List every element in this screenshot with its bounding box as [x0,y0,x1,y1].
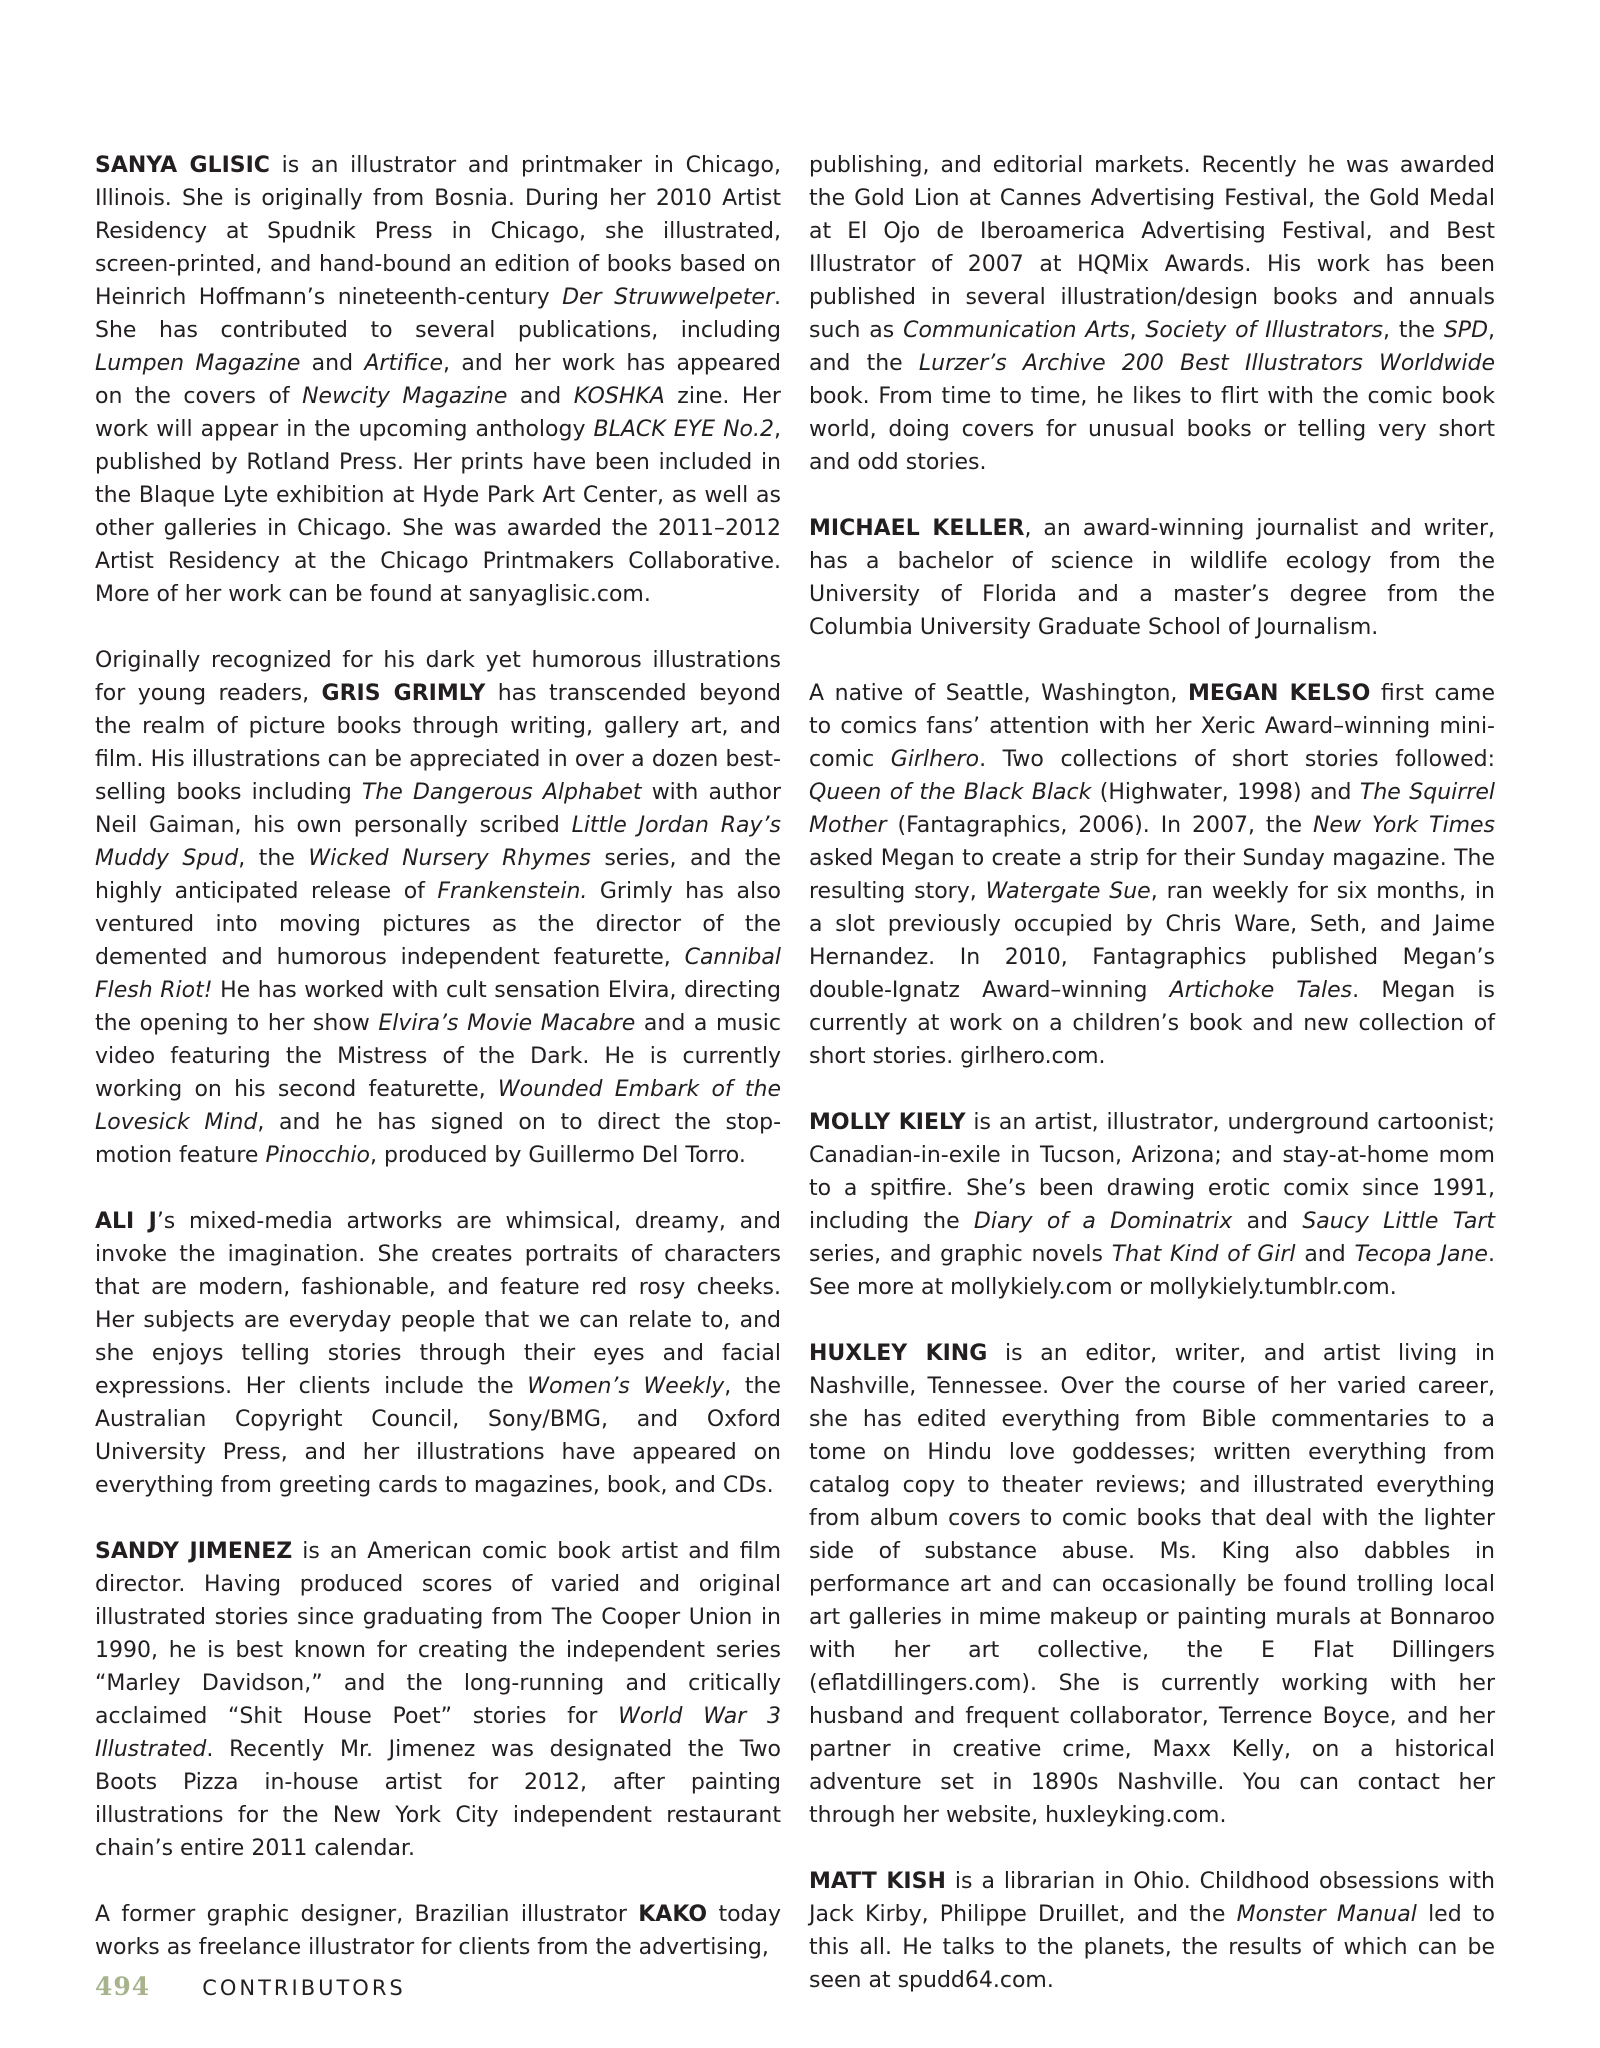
title-text: Pinocchio [265,1143,370,1168]
title-text: Girlhero [890,747,980,772]
title-text: That Kind of Girl [1111,1242,1296,1267]
bio-text: He has worked with cult sensation Elvira, directing the opening to her show [95,978,781,1036]
bio-text: is an editor, writer, and artist living in Nashville, Tennessee. Over the course of her varied career, she has edited everything from Bible commentaries to a tome on Hindu love goddesses; written everything from catalog copy to theater reviews; and illustrated everything from album covers to comic books that deal with the lighter side of substance abuse. Ms. King also dabbles in performance art and can occasionally be found trolling local art galleries in mime makeup or painting murals at Bonnaroo with her art collective, the E Flat Dillingers (eflatdillingers.com). She is currently working with her husband and frequent collaborator, Terrence Boyce, and her partner in creative crime, Maxx Kelly, on a historical adventure set in 1890s Nashville. You can contact her through her website, huxleyking.com. [809,1341,1495,1828]
title-text: Lumpen Magazine [95,351,301,376]
title-text: Lurzer’s Archive 200 Best Illustrators Worldwide [918,351,1496,376]
bio-text: and [1295,1242,1355,1267]
bio-text: , published by Rotland Press. Her prints have been included in the Blaque Lyte exhibition at Hyde Park Art Center, as well as other galleries in Chicago. She was awarded the 2011–2012 Artist Residency at the Chicago Printmakers Collaborative. More of her work can be found at sanyaglisic.com. [95,417,781,607]
title-text: Diary of a Dominatrix [973,1209,1233,1234]
contributor-bio [95,1205,781,1502]
bio-text: asked Megan to create a strip for their Sunday magazine. The resulting story, [809,846,1495,904]
contributor-name: HUXLEY KING [809,1341,988,1366]
right-column [809,149,1495,2030]
contributor-bio [809,512,1495,644]
title-text: Artichoke Tales [1169,978,1353,1003]
title-text: KOSHKA [573,384,665,409]
title-text: Watergate Sue [985,879,1151,904]
contributor-bio [809,1106,1495,1304]
section-title: CONTRIBUTORS [202,1976,406,2000]
bio-text: with author Neil Gaiman, his own personally scribed [95,780,781,838]
contributor-name: MOLLY KIELY [809,1110,966,1135]
title-text: The Squirrel Mother [809,780,1495,838]
bio-text: . Two collections of short stories followed: [979,747,1495,772]
bio-text: book. From time to time, he likes to flirt with the comic book world, doing covers for unusual books or telling very short and odd stories. [809,384,1495,475]
bio-text: is an artist, illustrator, underground cartoonist; Canadian-in-exile in Tucson, Arizona; and stay-at-home mom to a spitfire. She’s been drawing erotic comix since 1991, including the [809,1110,1495,1234]
contributor-name: MEGAN KELSO [1188,681,1371,706]
title-text: Little Jordan Ray’s Muddy Spud [95,813,781,871]
title-text: Society of Illustrators [1145,318,1384,343]
bio-text: , produced by Guillermo Del Torro. [369,1143,746,1168]
title-text: World War 3 Illustrated [95,1704,781,1762]
contributor-name: ALI J [95,1209,157,1234]
bio-text: is an illustrator and printmaker in Chicago, Illinois. She is originally from Bosnia. During her 2010 Artist Residency at Spudnik Press in Chicago, she illustrated, screen-printed, and hand-bound an edition of books based on Heinrich Hoffmann’s nineteenth-century [95,153,782,310]
contributor-name: MICHAEL KELLER [809,516,1025,541]
title-text: Der Struwwelpeter [562,285,774,310]
bio-text: Originally recognized for his dark yet humorous illustrations for young readers, [95,648,781,706]
bio-text: . She has contributed to several publications, including [95,285,781,343]
bio-text: is an American comic book artist and film director. Having produced scores of varied and original illustrated stories since graduating from The Cooper Union in 1990, he is best known for creating the independent series “Marley Davidson,” and the long-running and critically acclaimed “Shit House Poet” stories for [95,1539,782,1729]
title-text: The Dangerous Alphabet [361,780,642,805]
bio-text: , and her work has appeared on the covers of [95,351,781,409]
contributor-bio [95,644,781,1172]
bio-text: is a librarian in Ohio. Childhood obsessions with Jack Kirby, Philippe Druillet, and the [809,1869,1495,1927]
contributor-name: MATT KISH [809,1869,946,1894]
bio-text: led to this all. He talks to the planets, the results of which can be seen at spudd64.com. [809,1902,1495,1993]
title-text: Frankenstein. [437,879,588,904]
contributor-bio [95,1898,781,1964]
bio-text: series, and graphic novels [809,1242,1112,1267]
title-text: Tecopa Jane [1354,1242,1488,1267]
title-text: Saucy Little Tart [1302,1209,1495,1234]
left-column [95,149,781,1997]
bio-text: , and the [809,318,1496,376]
contributor-bio [809,1865,1495,1997]
contributor-bio [809,1337,1495,1832]
contributor-name: KAKO [638,1902,708,1927]
bio-text: first came to comics fans’ attention with her Xeric Award–winning mini-comic [809,681,1495,772]
bio-text: , an award-winning journalist and writer, has a bachelor of science in wildlife ecology from the University of Florida and a master’s degree from the Columbia University Graduate School of Journalism. [809,516,1495,640]
contributor-name: SANYA GLISIC [95,153,270,178]
title-text: Communication Arts [903,318,1130,343]
title-text: Wounded Embark of the Lovesick Mind [95,1077,781,1135]
page-footer [95,1972,406,2001]
title-text: Artifice [364,351,444,376]
bio-text: and [1232,1209,1303,1234]
bio-text: ’s mixed-media artworks are whimsical, dreamy, and invoke the imagination. She creates portraits of characters that are modern, fashionable, and feature red rosy cheeks. Her subjects are everyday people that we can relate to, and she enjoys telling stories through their eyes and facial expressions. Her clients include the [95,1209,781,1399]
contributor-bio [95,1535,781,1865]
bio-text: . Recently Mr. Jimenez was designated the Two Boots Pizza in-house artist for 2012, after painting illustrations for the New York City independent restaurant chain’s entire 2011 calendar. [95,1737,781,1861]
bio-text: today works as freelance illustrator for clients from the advertising, [95,1902,782,1960]
contributor-bio [809,149,1495,479]
contributor-name: GRIS GRIMLY [321,681,486,706]
bio-text: . Megan is currently at work on a children’s book and new collection of short stories. girlhero.com. [809,978,1495,1069]
bio-text: zine. Her work will appear in the upcoming anthology [95,384,781,442]
title-text: Monster Manual [1236,1902,1417,1927]
bio-text: . See more at mollykiely.com or mollykiely.tumblr.com. [809,1242,1495,1300]
bio-text: and [300,351,365,376]
title-text: Newcity Magazine [302,384,508,409]
title-text: BLACK EYE No.2 [593,417,774,442]
contributor-bio [95,149,781,611]
bio-text: has transcended beyond the realm of picture books through writing, gallery art, and film. His illustrations can be appreciated in over a dozen best-selling books including [95,681,781,805]
bio-text: (Highwater, 1998) and [1091,780,1360,805]
bio-text: , the [238,846,309,871]
title-text: Queen of the Black Black [809,780,1092,805]
title-text: New York Times [1312,813,1496,838]
bio-text: A former graphic designer, Brazilian illustrator [95,1902,639,1927]
bio-text: series, and the highly anticipated release of [95,846,781,904]
bio-text: , [1129,318,1146,343]
bio-text: and [507,384,574,409]
contributor-name: SANDY JIMENEZ [95,1539,293,1564]
bio-text: A native of Seattle, Washington, [809,681,1188,706]
title-text: Cannibal Flesh Riot! [95,945,781,1003]
bio-text: (Fantagraphics, 2006). In 2007, the [886,813,1313,838]
bio-text: , and he has signed on to direct the stop-motion feature [95,1110,782,1168]
bio-text: , the [1383,318,1444,343]
title-text: Wicked Nursery Rhymes [308,846,591,871]
bio-text: and a music video featuring the Mistress of the Dark. He is currently working on his second featurette, [95,1011,781,1102]
title-text: Elvira’s Movie Macabre [378,1011,636,1036]
page-number: 494 [95,1972,151,2001]
bio-text: , the Australian Copyright Council, Sony/BMG, and Oxford University Press, and her illustrations have appeared on everything from greeting cards to magazines, book, and CDs. [95,1374,782,1498]
title-text: SPD [1443,318,1489,343]
contributor-bio [809,677,1495,1073]
bio-text: publishing, and editorial markets. Recently he was awarded the Gold Lion at Cannes Advertising Festival, the Gold Medal at El Ojo de Iberoamerica Advertising Festival, and Best Illustrator of 2007 at HQMix Awards. His work has been published in several illustration/design books and annuals such as [809,153,1495,343]
bio-text: , ran weekly for six months, in a slot previously occupied by Chris Ware, Seth, and Jaime Hernandez. In 2010, Fantagraphics published Megan’s double-Ignatz Award–winning [809,879,1495,1003]
bio-text: Grimly has also ventured into moving pictures as the director of the demented and humorous independent featurette, [95,879,781,970]
title-text: Women’s Weekly [527,1374,725,1399]
